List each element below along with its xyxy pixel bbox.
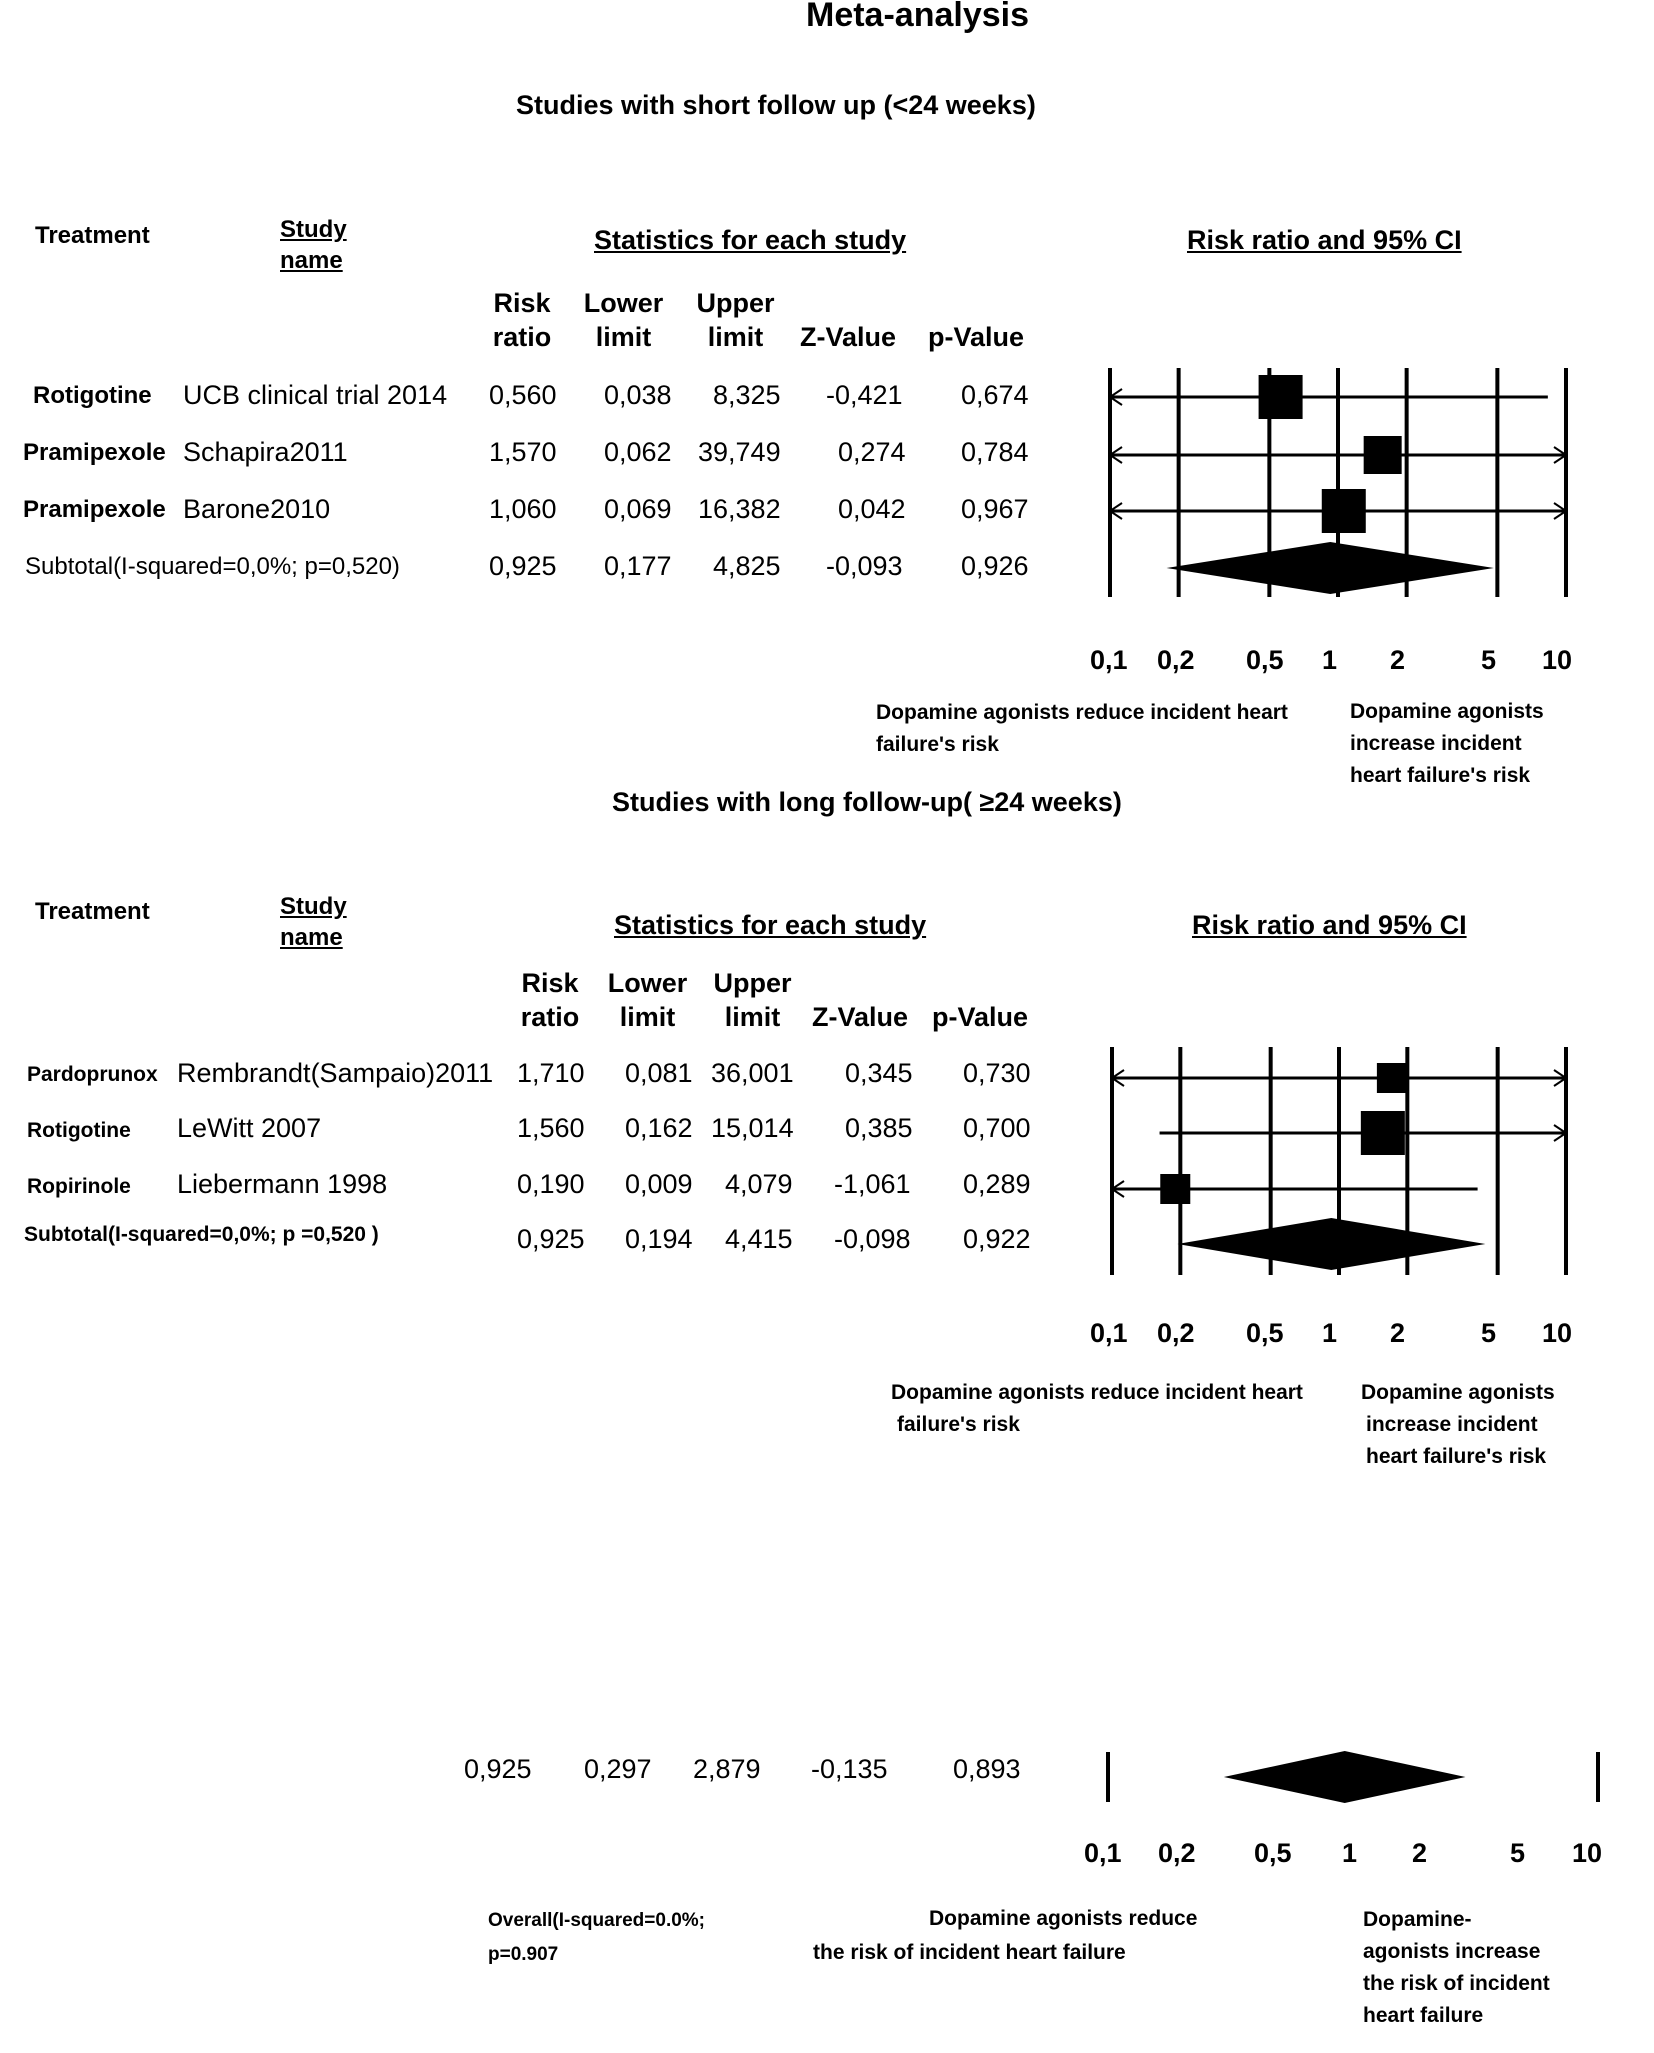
long-rrci-header: Risk ratio and 95% CI bbox=[1192, 910, 1467, 940]
short-row2-treatment: Pramipexole bbox=[23, 439, 166, 466]
short-stats-header: Statistics for each study bbox=[594, 225, 907, 255]
short-col-upper: Upper limit bbox=[696, 288, 775, 352]
long-section-subtitle: Studies with long follow-up( ≥24 weeks) bbox=[612, 787, 1122, 817]
short-row1-treatment: Rotigotine bbox=[33, 382, 152, 409]
long-row3-treatment: Ropirinole bbox=[27, 1175, 131, 1198]
short-point-estimate-3 bbox=[1322, 489, 1366, 533]
short-subtotal-label: Subtotal(I-squared=0,0%; p=0,520) bbox=[25, 553, 400, 580]
short-tick-0-5: 0,5 bbox=[1246, 645, 1284, 675]
long-row1-lower: 0,081 bbox=[625, 1058, 693, 1088]
long-study-header-1: Study bbox=[280, 893, 347, 920]
short-row3-study: Barone2010 bbox=[183, 494, 331, 524]
short-pooled-diamond bbox=[1167, 542, 1494, 594]
short-row3-treatment: Pramipexole bbox=[23, 496, 166, 523]
long-point-estimate-2 bbox=[1361, 1111, 1405, 1155]
long-row3-lower: 0,009 bbox=[625, 1169, 693, 1199]
overall-note-reduce: Dopamine agonists reduce the risk of incident heart failure bbox=[813, 1907, 1198, 1964]
long-row1-p: 0,730 bbox=[963, 1058, 1031, 1088]
overall-upper: 2,879 bbox=[693, 1754, 761, 1784]
overall-pooled-diamond bbox=[1224, 1751, 1466, 1803]
short-tick-1: 1 bbox=[1322, 645, 1338, 675]
long-tick-0-2: 0,2 bbox=[1157, 1318, 1195, 1348]
overall-tick-2: 2 bbox=[1412, 1838, 1428, 1868]
long-point-estimate-3 bbox=[1160, 1174, 1190, 1204]
short-col-z: Z-Value bbox=[800, 322, 897, 352]
short-row2-p: 0,784 bbox=[961, 437, 1029, 467]
short-tick-10: 10 bbox=[1542, 645, 1573, 675]
long-tick-1: 1 bbox=[1322, 1318, 1338, 1348]
short-treatment-header: Treatment bbox=[35, 222, 150, 249]
long-study-header-2: name bbox=[280, 924, 343, 951]
long-row2-treatment: Rotigotine bbox=[27, 1119, 131, 1142]
long-col-p: p-Value bbox=[932, 1002, 1029, 1032]
long-row3-p: 0,289 bbox=[963, 1169, 1031, 1199]
short-row2-lower: 0,062 bbox=[604, 437, 672, 467]
short-col-rr: Risk ratio bbox=[492, 288, 552, 352]
long-treatment-header: Treatment bbox=[35, 898, 150, 925]
short-subtotal-p: 0,926 bbox=[961, 551, 1029, 581]
overall-tick-0-5: 0,5 bbox=[1254, 1838, 1292, 1868]
long-subtotal-lower: 0,194 bbox=[625, 1224, 693, 1254]
short-row1-p: 0,674 bbox=[961, 380, 1029, 410]
long-row2-z: 0,385 bbox=[845, 1113, 913, 1143]
overall-note-increase: Dopamine- agonists increase the risk of incident heart failure bbox=[1363, 1908, 1550, 2027]
long-row2-lower: 0,162 bbox=[625, 1113, 693, 1143]
long-subtotal-label: Subtotal(I-squared=0,0%; p =0,520 ) bbox=[24, 1223, 379, 1246]
long-col-z: Z-Value bbox=[812, 1002, 909, 1032]
short-rrci-header: Risk ratio and 95% CI bbox=[1187, 225, 1462, 255]
long-col-lower: Lower limit bbox=[607, 968, 688, 1032]
short-col-lower: Lower limit bbox=[583, 288, 664, 352]
long-row3-study: Liebermann 1998 bbox=[177, 1169, 388, 1199]
short-tick-2: 2 bbox=[1390, 645, 1406, 675]
long-point-estimate-1 bbox=[1377, 1063, 1407, 1093]
overall-tick-1: 1 bbox=[1342, 1838, 1358, 1868]
long-row2-p: 0,700 bbox=[963, 1113, 1031, 1143]
short-row1-z: -0,421 bbox=[826, 380, 903, 410]
short-row3-rr: 1,060 bbox=[489, 494, 557, 524]
long-tick-0-1: 0,1 bbox=[1090, 1318, 1128, 1348]
long-row3-z: -1,061 bbox=[834, 1169, 911, 1199]
short-point-estimate-1 bbox=[1259, 375, 1303, 419]
overall-tick-10: 10 bbox=[1572, 1838, 1603, 1868]
long-pooled-diamond bbox=[1177, 1218, 1485, 1270]
long-tick-5: 5 bbox=[1481, 1318, 1497, 1348]
short-tick-0-1: 0,1 bbox=[1090, 645, 1128, 675]
short-row1-upper: 8,325 bbox=[713, 380, 781, 410]
long-tick-2: 2 bbox=[1390, 1318, 1406, 1348]
long-row2-rr: 1,560 bbox=[517, 1113, 585, 1143]
overall-z: -0,135 bbox=[811, 1754, 888, 1784]
short-study-header-1: Study bbox=[280, 216, 347, 243]
short-study-header-2: name bbox=[280, 247, 343, 274]
overall-lower: 0,297 bbox=[584, 1754, 652, 1784]
short-row3-upper: 16,382 bbox=[698, 494, 781, 524]
page-title: Meta-analysis bbox=[806, 0, 1029, 34]
short-subtotal-z: -0,093 bbox=[826, 551, 903, 581]
short-section-subtitle: Studies with short follow up (<24 weeks) bbox=[516, 90, 1036, 120]
short-subtotal-lower: 0,177 bbox=[604, 551, 672, 581]
long-subtotal-p: 0,922 bbox=[963, 1224, 1031, 1254]
short-note-increase: Dopamine agonists increase incident heart failure's risk bbox=[1350, 700, 1544, 787]
overall-rr: 0,925 bbox=[464, 1754, 532, 1784]
short-row1-lower: 0,038 bbox=[604, 380, 672, 410]
overall-p: 0,893 bbox=[953, 1754, 1021, 1784]
overall-label: Overall(I-squared=0.0%; p=0.907 bbox=[488, 1910, 706, 1965]
short-row1-study: UCB clinical trial 2014 bbox=[183, 380, 448, 410]
short-row3-z: 0,042 bbox=[838, 494, 906, 524]
short-row2-study: Schapira2011 bbox=[183, 437, 348, 467]
short-row3-p: 0,967 bbox=[961, 494, 1029, 524]
short-col-p: p-Value bbox=[928, 322, 1025, 352]
long-row1-upper: 36,001 bbox=[711, 1058, 794, 1088]
long-row1-rr: 1,710 bbox=[517, 1058, 585, 1088]
long-row1-treatment: Pardoprunox bbox=[27, 1063, 158, 1086]
long-tick-10: 10 bbox=[1542, 1318, 1573, 1348]
short-tick-5: 5 bbox=[1481, 645, 1497, 675]
overall-tick-0-1: 0,1 bbox=[1084, 1838, 1122, 1868]
long-note-increase: Dopamine agonists increase incident heart failure's risk bbox=[1361, 1381, 1555, 1468]
short-note-reduce: Dopamine agonists reduce incident heart failure's risk bbox=[876, 701, 1288, 756]
long-note-reduce: Dopamine agonists reduce incident heart failure's risk bbox=[891, 1381, 1303, 1436]
long-row2-upper: 15,014 bbox=[711, 1113, 794, 1143]
long-row1-study: Rembrandt(Sampaio)2011 bbox=[177, 1058, 494, 1088]
long-subtotal-rr: 0,925 bbox=[517, 1224, 585, 1254]
short-row3-lower: 0,069 bbox=[604, 494, 672, 524]
overall-tick-0-2: 0,2 bbox=[1158, 1838, 1196, 1868]
short-row2-rr: 1,570 bbox=[489, 437, 557, 467]
long-col-upper: Upper limit bbox=[713, 968, 792, 1032]
short-row2-z: 0,274 bbox=[838, 437, 906, 467]
long-row3-rr: 0,190 bbox=[517, 1169, 585, 1199]
long-subtotal-z: -0,098 bbox=[834, 1224, 911, 1254]
long-subtotal-upper: 4,415 bbox=[725, 1224, 793, 1254]
overall-tick-5: 5 bbox=[1510, 1838, 1526, 1868]
long-row3-upper: 4,079 bbox=[725, 1169, 793, 1199]
long-tick-0-5: 0,5 bbox=[1246, 1318, 1284, 1348]
short-subtotal-upper: 4,825 bbox=[713, 551, 781, 581]
short-subtotal-rr: 0,925 bbox=[489, 551, 557, 581]
long-row1-z: 0,345 bbox=[845, 1058, 913, 1088]
long-stats-header: Statistics for each study bbox=[614, 910, 927, 940]
short-tick-0-2: 0,2 bbox=[1157, 645, 1195, 675]
short-row1-rr: 0,560 bbox=[489, 380, 557, 410]
long-row2-study: LeWitt 2007 bbox=[177, 1113, 322, 1143]
long-col-rr: Risk ratio bbox=[520, 968, 580, 1032]
short-row2-upper: 39,749 bbox=[698, 437, 781, 467]
short-point-estimate-2 bbox=[1364, 436, 1402, 474]
